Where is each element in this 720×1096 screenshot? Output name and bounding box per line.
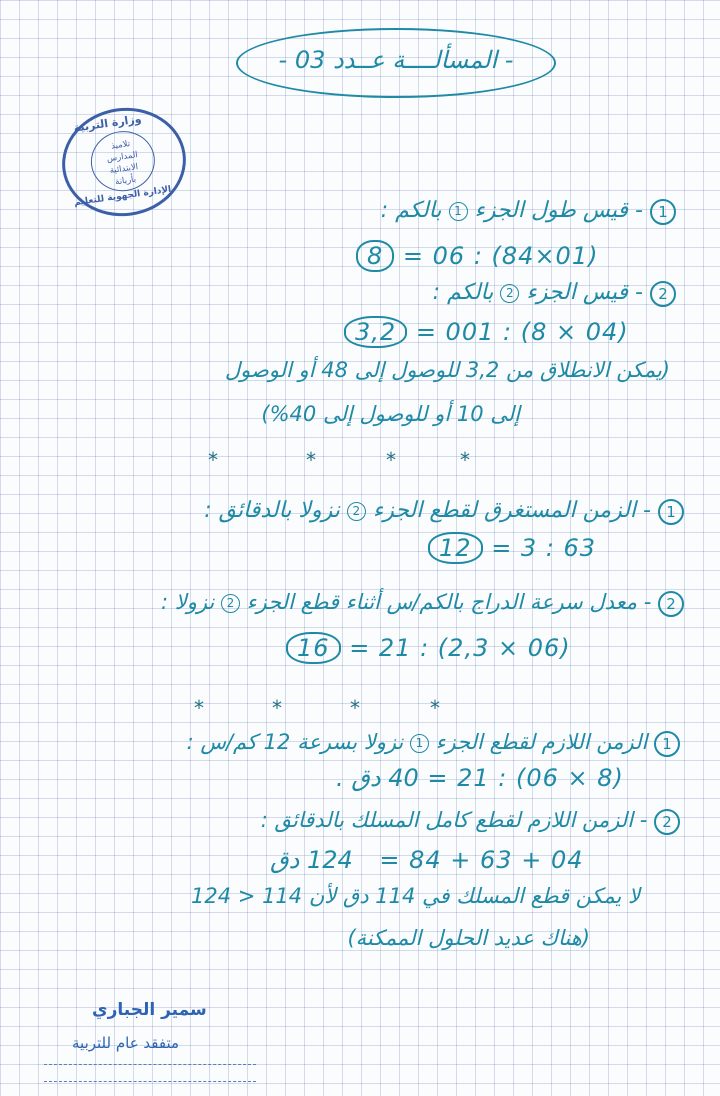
equation-text: 40 + 36 + 48 = [379, 846, 584, 874]
separator-star: * [306, 448, 316, 472]
part2-question-1: 1 - الزمن المستغرق لقطع الجزء 2 نزولا بالدقائق : [204, 498, 684, 525]
segment-number: 1 [410, 734, 429, 753]
stamp-center-text [92, 135, 154, 190]
question-number: 2 [650, 281, 676, 307]
part1-note-line-1: (يمكن الانطلاق من 3,2 للوصول إلى 48 أو الوصول [224, 358, 670, 382]
segment-number: 2 [347, 502, 366, 521]
question-text: الزمن اللازم لقطع كامل المسلك بالدقائق : [260, 808, 634, 832]
title-oval [236, 28, 556, 98]
question-rest: نزولا بالدقائق : [204, 498, 340, 523]
question-text: قيس طول الجزء [474, 198, 629, 223]
part1-equation-2 [344, 316, 629, 348]
signature-role: متفقد عام للتربية [72, 1034, 180, 1052]
stamp-line: المدارس الابتدائية [106, 150, 139, 177]
part3-equation-1 [336, 764, 624, 792]
part2-question-2: 2 - معدل سرعة الدراج بالكم/س أثناء قطع الجزء 2 نزولا : [161, 590, 684, 617]
boxed-answer: 8 [356, 240, 394, 272]
boxed-answer: 16 [286, 632, 341, 664]
segment-number: 2 [221, 594, 240, 613]
part1-question-1: 1 - قيس طول الجزء 1 بالكم : [381, 198, 676, 225]
part2-equation-1 [428, 532, 596, 564]
stamp-line: تلاميذ [110, 139, 131, 152]
part1-question-2: 2 - قيس الجزء 2 بالكم : [433, 280, 676, 307]
question-text: الزمن المستغرق لقطع الجزء [372, 498, 637, 523]
separator-star: * [208, 448, 218, 472]
separator-star: * [460, 448, 470, 472]
part3-conclusion: لا يمكن قطع المسلك في 114 دق لأن 114 < 124 [191, 884, 640, 908]
stamp-line: بأريانة [114, 174, 137, 188]
separator-star: * [430, 696, 440, 720]
part1-equation-1 [356, 240, 598, 272]
part3-question-2: 2 - الزمن اللازم لقطع كامل المسلك بالدقائق : [261, 808, 680, 835]
question-unit: بالكم : [380, 198, 442, 223]
question-text: قيس الجزء [526, 280, 629, 305]
equation-answer: 124 دق [270, 846, 353, 874]
part3-remark: (هناك عديد الحلول الممكنة) [347, 926, 590, 950]
question-text: معدل سرعة الدراج بالكم/س أثناء قطع الجزء [246, 590, 638, 614]
official-stamp [55, 100, 193, 224]
separator-star: * [272, 696, 282, 720]
question-rest: نزولا : [160, 590, 215, 614]
equation-text: (8 × 60) : 12 = [427, 764, 624, 792]
stamp-bottom-text: الإدارة الجهوية للتعليم [73, 184, 172, 209]
separator-star: * [350, 696, 360, 720]
boxed-answer: 12 [428, 532, 483, 564]
question-number: 1 [658, 499, 684, 525]
equation-text: (40 × 8) : 100 = [415, 318, 629, 346]
equation-text: (10×48) : 60 = [402, 242, 599, 270]
question-unit: بالكم : [432, 280, 494, 305]
part3-question-1 [187, 730, 680, 757]
stamp-ring-text: وزارة التربية [72, 112, 143, 135]
signature-name: سمير الجباري [92, 1000, 207, 1020]
question-number: 1 [650, 199, 676, 225]
equation-text: 36 : 3 = [491, 534, 597, 562]
separator-star: * [194, 696, 204, 720]
question-text: الزمن اللازم لقطع الجزء [435, 730, 648, 754]
question-number: 2 [654, 809, 680, 835]
part3-equation-2 [270, 846, 583, 874]
equation-text: (60 × 3,2) : 12 = [349, 634, 571, 662]
signature-band [44, 1064, 256, 1082]
part1-note-line-2: إلى 10 أو للوصول إلى 40%) [261, 402, 520, 426]
equation-answer: 40 دق . [336, 764, 419, 792]
segment-number: 2 [500, 284, 519, 303]
boxed-answer: 3,2 [344, 316, 407, 348]
segment-number: 1 [449, 202, 468, 221]
page-title: - المسألــــة عــدد 03 - [278, 46, 514, 74]
question-number: 1 [654, 731, 680, 757]
question-rest: نزولا بسرعة 12 كم/س : [186, 730, 404, 754]
separator-star: * [386, 448, 396, 472]
question-number: 2 [658, 591, 684, 617]
part2-equation-2 [286, 632, 571, 664]
